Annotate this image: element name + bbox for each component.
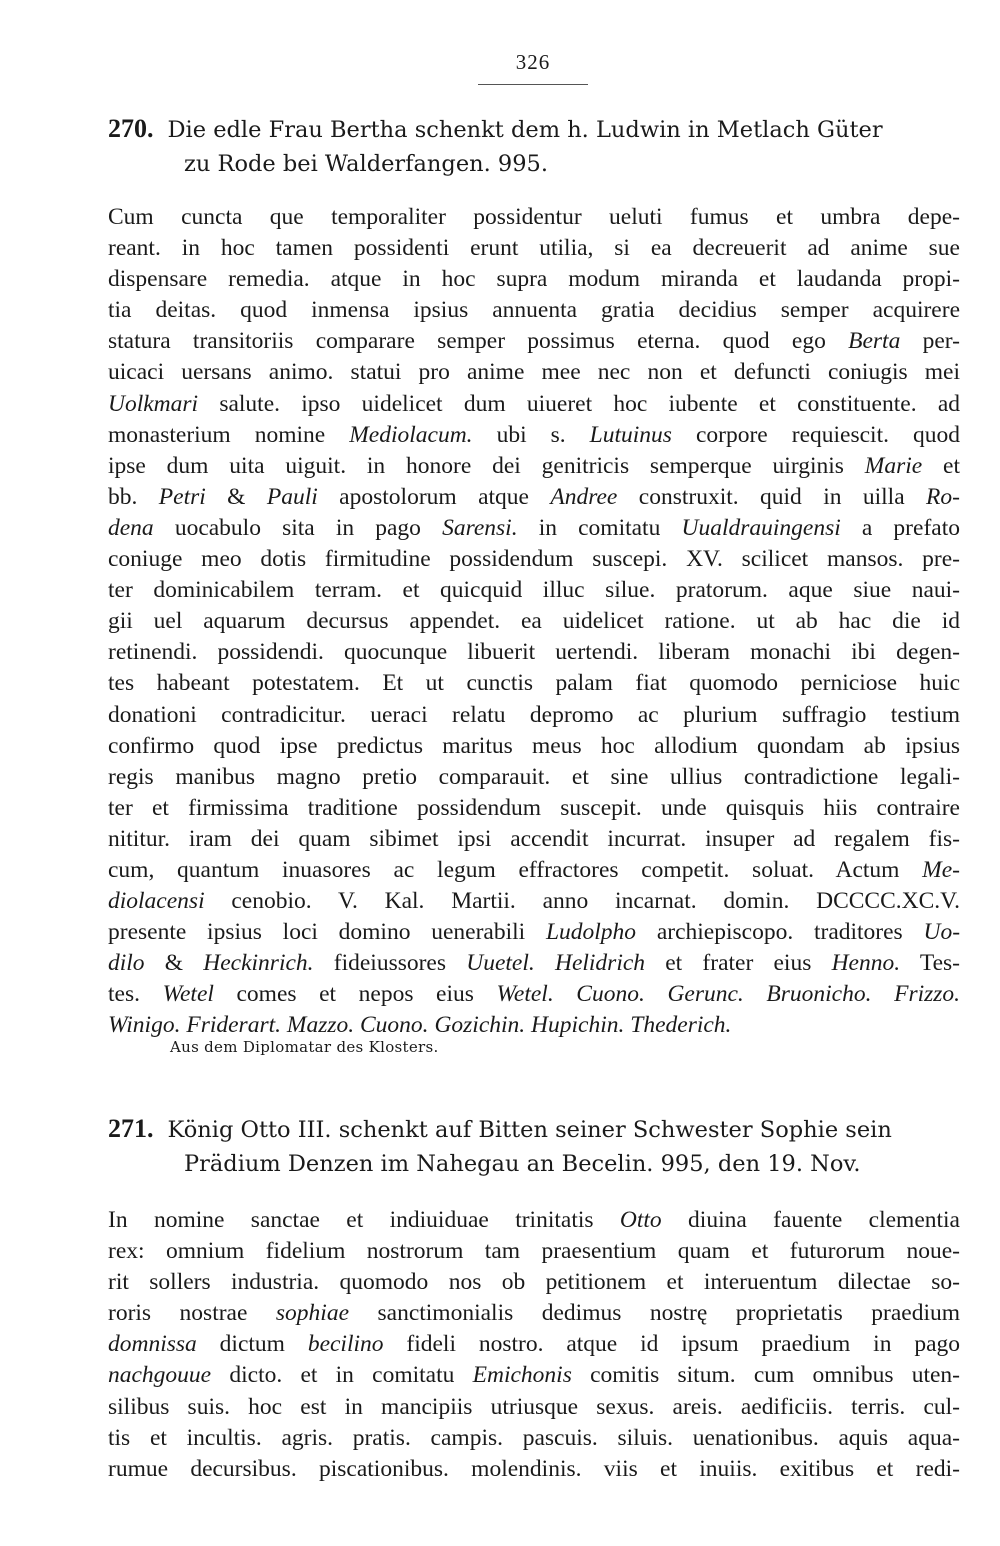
text-segment: & — [144, 950, 204, 977]
text-segment: fideiussores — [313, 950, 467, 977]
text-segment: ubi s. — [472, 421, 590, 448]
italic-name: Ro- — [926, 483, 960, 510]
text-line — [108, 482, 960, 513]
text-line — [108, 731, 960, 762]
text-segment: dictum — [196, 1331, 308, 1358]
text-line — [108, 420, 960, 451]
text-line — [108, 295, 960, 326]
text-segment: In nomine sanctae et indiuiduae trinitatis — [108, 1207, 620, 1233]
text-line — [108, 606, 960, 637]
text-segment: dicto. et in comitatu — [211, 1362, 473, 1389]
text-segment — [645, 981, 668, 1007]
text-line — [108, 326, 960, 357]
text-line — [108, 575, 960, 606]
text-segment: & — [205, 483, 267, 510]
text-segment: per- — [900, 328, 960, 355]
text-segment: retinendi. possidendi. quocunque libuerit uertendi. liberam monachi ibi degen- — [108, 639, 960, 666]
italic-name: domnissa — [108, 1331, 197, 1358]
text-line — [108, 917, 960, 948]
charter-271-title-line1: König Otto III. schenkt auf Bitten seiner Schwester Sophie sein — [167, 1117, 892, 1143]
italic-name: Helidrich — [554, 950, 646, 977]
text-line — [108, 1205, 960, 1236]
text-segment: presente ipsius loci domino uenerabili — [108, 919, 546, 946]
italic-name: Otto — [619, 1207, 662, 1233]
italic-name: Pauli — [266, 483, 318, 510]
text-segment: statura transitoriis comparare semper possimus eterna. quod ego — [108, 328, 849, 355]
italic-name: Cuono. — [360, 1012, 429, 1039]
italic-name: Sarensi. — [442, 514, 518, 541]
text-line — [108, 1360, 960, 1391]
italic-name: Gozichin. — [434, 1012, 526, 1039]
text-segment: et — [922, 452, 960, 479]
text-line — [108, 544, 960, 575]
text-segment: Cum cuncta que temporaliter possidentur ueluti fumus et umbra depe- — [108, 204, 960, 230]
text-segment: ter dominicabilem terram. et quicquid illuc silue. pratorum. aque siue naui- — [108, 577, 960, 604]
text-segment: Tes- — [900, 950, 961, 977]
italic-name: dilo — [108, 950, 145, 977]
charter-270-text — [108, 202, 960, 1042]
text-segment: monasterium nomine — [108, 421, 350, 448]
italic-name: Ludolpho — [545, 919, 637, 946]
italic-name: Heckinrich. — [203, 950, 314, 977]
italic-name: Uuetel. — [466, 950, 535, 977]
text-segment: silibus suis. hoc est in mancipiis utriusque sexus. areis. aedificiis. terris. cul- — [108, 1393, 960, 1420]
text-line — [108, 668, 960, 699]
italic-name: Cuono. — [576, 981, 645, 1008]
text-line — [108, 1329, 960, 1360]
text-line — [108, 700, 960, 731]
text-segment: donationi contradicitur. ueraci relatu depromo ac plurium suffragio testium — [108, 701, 960, 728]
text-segment — [535, 950, 555, 976]
text-segment: fideli nostro. atque id ipsum praedium in pago — [383, 1331, 960, 1358]
text-segment: tis et incultis. agris. pratis. campis. pascuis. siluis. uenationibus. aquis aqua- — [108, 1424, 960, 1451]
text-segment: uicaci uersans animo. statui pro anime mee nec non et defuncti coniugis mei — [108, 359, 960, 386]
text-line — [108, 451, 960, 482]
text-segment: rit sollers industria. quomodo nos ob petitionem et interuentum dilectae so- — [108, 1269, 960, 1296]
text-segment: diuina fauente clementia — [661, 1207, 960, 1233]
italic-name: Hupichin. — [531, 1012, 625, 1039]
text-line — [108, 793, 960, 824]
text-line — [108, 824, 960, 855]
text-segment: comes et nepos eius — [213, 981, 497, 1008]
charter-271-number: 271. — [108, 1114, 154, 1143]
text-line — [108, 1267, 960, 1298]
page-number-rule — [478, 84, 588, 85]
italic-name: Uolkmari — [108, 390, 199, 417]
italic-name: Frizzo. — [894, 981, 961, 1008]
text-segment: archiepiscopo. traditores — [636, 919, 924, 946]
text-segment: reant. in hoc tamen possidenti erunt utilia, si ea decreuerit ad anime sue — [108, 235, 960, 262]
text-segment: gii uel aquarum decursus appendet. ea uidelicet ratione. ut ab hac die id — [108, 608, 960, 635]
italic-name: Me- — [922, 856, 960, 883]
text-line — [108, 389, 960, 420]
text-line — [108, 1392, 960, 1423]
text-segment: roris nostrae — [108, 1300, 276, 1327]
text-segment: nititur. iram dei quam sibimet ipsi accendit incurrat. insuper ad regalem fis- — [108, 825, 960, 852]
charter-270-number: 270. — [108, 114, 154, 143]
text-line — [108, 264, 960, 295]
text-line — [108, 637, 960, 668]
text-segment: cum, quantum inuasores ac legum effractores competit. soluat. Actum — [108, 856, 923, 883]
italic-name: Berta — [848, 328, 901, 355]
page-number: 326 — [515, 50, 551, 74]
text-segment: a prefato — [840, 514, 960, 541]
text-segment: construxit. quid in uilla — [617, 483, 927, 510]
italic-name: Wetel — [162, 981, 214, 1008]
italic-name: Bruonicho. — [766, 981, 872, 1008]
text-segment: dispensare remedia. atque in hoc supra modum miranda et laudanda propi- — [108, 266, 960, 293]
text-segment — [554, 981, 577, 1007]
text-line — [108, 855, 960, 886]
italic-name: dena — [108, 514, 154, 541]
text-segment: uocabulo sita in pago — [153, 514, 443, 541]
text-segment: bb. — [108, 483, 159, 510]
italic-name: Wetel. — [496, 981, 554, 1008]
italic-name: Andree — [550, 483, 618, 510]
text-line — [108, 1423, 960, 1454]
text-segment: tia deitas. quod inmensa ipsius annuenta gratia decidius semper acquirere — [108, 297, 960, 324]
text-segment: in comitatu — [517, 514, 682, 541]
text-segment: sanctimonialis dedimus nostrę proprietatis praedium — [349, 1300, 961, 1327]
italic-name: Thederich. — [630, 1012, 732, 1039]
text-line — [108, 202, 960, 233]
charter-270-source: Aus dem Diplomatar des Klosters. — [170, 1038, 439, 1056]
italic-name: Henno. — [831, 950, 901, 977]
text-line — [108, 1298, 960, 1329]
text-segment: coniuge meo dotis firmitudine possidendum suscepi. XV. scilicet mansos. pre- — [108, 546, 960, 573]
italic-name: Uualdrauingensi — [681, 514, 841, 541]
charter-271-title-line2: Prädium Denzen im Nahegau an Becelin. 995, den 19. Nov. — [184, 1151, 861, 1177]
text-segment: ipse dum uita uiguit. in honore dei genitricis semperque uirginis — [108, 452, 865, 479]
text-segment: salute. ipso uidelicet dum uiueret hoc iubente et constituente. ad — [198, 390, 960, 417]
italic-name: Friderart. — [186, 1012, 281, 1039]
text-line — [108, 357, 960, 388]
text-segment: corpore requiescit. quod — [671, 421, 960, 448]
italic-name: sophiae — [275, 1300, 350, 1327]
text-segment: comitis situm. cum omnibus uten- — [571, 1362, 960, 1389]
text-segment: et frater eius — [645, 950, 832, 977]
italic-name: Gerunc. — [667, 981, 744, 1008]
text-line — [108, 1454, 960, 1485]
text-segment: cenobio. V. Kal. Martii. anno incarnat. domin. DCCCC.XC.V. — [204, 888, 960, 915]
italic-name: diolacensi — [108, 888, 205, 915]
text-line — [108, 233, 960, 264]
charter-270-title-line2: zu Rode bei Walderfangen. 995. — [184, 151, 549, 177]
charter-271-heading — [108, 1112, 960, 1181]
text-segment: rex: omnium fidelium nostrorum tam praesentium quam et futurorum noue- — [108, 1238, 960, 1265]
italic-name: Uo- — [923, 919, 961, 946]
italic-name: Lutuinus — [589, 421, 672, 448]
text-segment: apostolorum atque — [317, 483, 551, 510]
italic-name: Mazzo. — [286, 1012, 355, 1039]
text-segment — [872, 981, 895, 1007]
text-line — [108, 886, 960, 917]
text-segment: tes. — [108, 981, 163, 1008]
charter-270-heading — [108, 112, 960, 181]
italic-name: Winigo. — [108, 1012, 181, 1039]
text-line — [108, 1010, 960, 1041]
text-segment: rumue decursibus. piscationibus. molendinis. viis et inuiis. exitibus et redi- — [108, 1455, 960, 1482]
italic-name: Petri — [158, 483, 206, 510]
text-line — [108, 513, 960, 544]
text-segment: confirmo quod ipse predictus maritus meus hoc allodium quondam ab ipsius — [108, 732, 960, 759]
charter-270-title-line1: Die edle Frau Bertha schenkt dem h. Ludwin in Metlach Güter — [167, 117, 883, 143]
text-segment: ter et firmissima traditione possidendum suscepit. unde quisquis hiis contraire — [108, 794, 960, 821]
italic-name: Emichonis — [472, 1362, 572, 1389]
italic-name: Mediolacum. — [349, 421, 473, 448]
text-segment — [744, 981, 767, 1007]
text-line — [108, 979, 960, 1010]
text-line — [108, 948, 960, 979]
text-segment: tes habeant potestatem. Et ut cunctis palam fiat quomodo perniciose huic — [108, 670, 960, 697]
italic-name: nachgouue — [108, 1362, 212, 1389]
italic-name: becilino — [307, 1331, 384, 1358]
text-line — [108, 762, 960, 793]
text-line — [108, 1236, 960, 1267]
italic-name: Marie — [864, 452, 923, 479]
charter-271-text — [108, 1205, 960, 1485]
text-segment: regis manibus magno pretio comparauit. et sine ullius contradictione legali- — [108, 763, 960, 790]
